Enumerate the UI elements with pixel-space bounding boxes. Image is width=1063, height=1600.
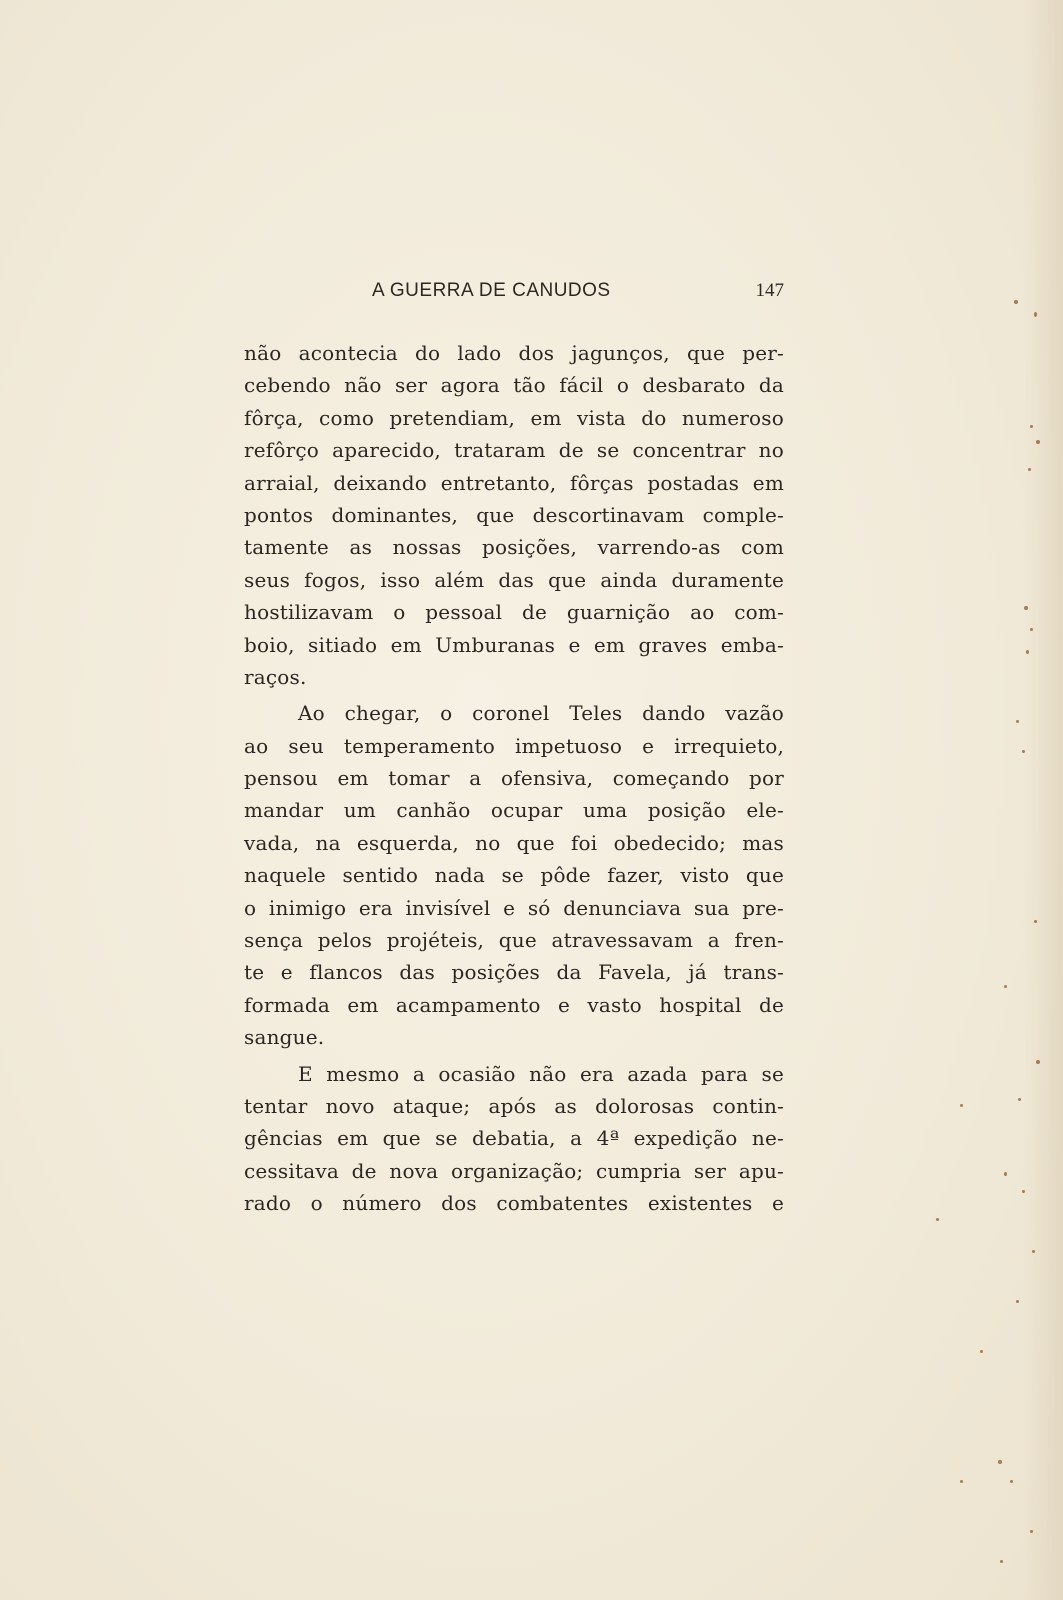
running-title: A GUERRA DE CANUDOS [372, 280, 611, 301]
text-line: não acontecia do lado dos jagunços, que per- [244, 341, 784, 365]
foxing-speck [1022, 1190, 1025, 1193]
text-line: mandar um canhão ocupar uma posição ele- [244, 798, 784, 823]
text-line: cessitava de nova organização; cumpria ser apu- [244, 1158, 784, 1183]
foxing-speck [1014, 300, 1018, 304]
foxing-speck [1000, 1560, 1003, 1563]
text-line: gências em que se debatia, a 4ª expedição ne- [244, 1126, 784, 1151]
page-edge-shadow [1023, 0, 1063, 1600]
foxing-speck [1034, 920, 1037, 923]
foxing-speck [1022, 750, 1025, 753]
foxing-speck [960, 1104, 963, 1107]
running-head [246, 280, 784, 306]
foxing-speck [960, 1480, 963, 1483]
paragraph-3 [244, 1058, 784, 1220]
text-line: sangue. [244, 1025, 325, 1050]
foxing-speck [980, 1350, 983, 1353]
foxing-speck [1004, 1172, 1007, 1176]
foxing-speck [1016, 720, 1019, 723]
text-line: tamente as nossas posições, varrendo-as com [244, 535, 784, 560]
foxing-speck [1028, 468, 1031, 471]
foxing-speck [1032, 1250, 1035, 1253]
foxing-speck [1016, 1300, 1019, 1303]
text-line: Ao chegar, o coronel Teles dando vazão [298, 701, 784, 726]
text-line: tentar novo ataque; após as dolorosas contin- [244, 1093, 784, 1118]
foxing-speck [998, 1460, 1002, 1464]
paragraph-1 [244, 337, 784, 693]
text-line: naquele sentido nada se pôde fazer, visto que [244, 863, 784, 888]
text-line: sença pelos projéteis, que atravessavam a fren- [244, 928, 784, 953]
text-line: ao seu temperamento impetuoso e irrequieto, [244, 733, 784, 758]
foxing-speck [1024, 606, 1028, 610]
text-line: fôrça, como pretendiam, em vista do numeroso [244, 405, 784, 430]
text-line: rado o número dos combatentes existentes e [244, 1191, 784, 1216]
foxing-speck [1004, 985, 1007, 988]
foxing-speck [1036, 440, 1040, 444]
foxing-speck [1030, 1530, 1033, 1533]
foxing-speck [936, 1218, 939, 1221]
text-line: formada em acampamento e vasto hospital de [244, 992, 784, 1017]
foxing-speck [1018, 1098, 1021, 1101]
foxing-speck [1036, 1060, 1040, 1064]
text-line: cebendo não ser agora tão fácil o desbarato da [244, 373, 784, 398]
paragraph-2 [244, 697, 784, 1053]
text-line: seus fogos, isso além das que ainda duramente [244, 567, 784, 592]
text-line: pontos dominantes, que descortinavam comple- [244, 502, 784, 527]
text-line: vada, na esquerda, no que foi obedecido; mas [244, 830, 784, 855]
page-number: 147 [755, 280, 784, 301]
body-text [244, 337, 784, 1220]
text-line: raços. [244, 664, 307, 689]
text-line: te e flancos das posições da Favela, já trans- [244, 960, 784, 985]
text-line: arraial, deixando entretanto, fôrças postadas em [244, 470, 784, 495]
foxing-speck [1010, 1480, 1013, 1483]
text-line: E mesmo a ocasião não era azada para se [298, 1061, 784, 1086]
foxing-speck [1026, 650, 1029, 654]
text-line: refôrço aparecido, trataram de se concentrar no [244, 438, 784, 463]
text-line: boio, sitiado em Umburanas e em graves emba- [244, 632, 784, 657]
text-line: o inimigo era invisível e só denunciava sua pre- [244, 895, 784, 920]
text-line: pensou em tomar a ofensiva, começando por [244, 766, 784, 791]
foxing-speck [1034, 312, 1037, 317]
foxing-speck [1030, 425, 1033, 428]
foxing-speck [1030, 628, 1033, 631]
text-line: hostilizavam o pessoal de guarnição ao com- [244, 600, 784, 625]
